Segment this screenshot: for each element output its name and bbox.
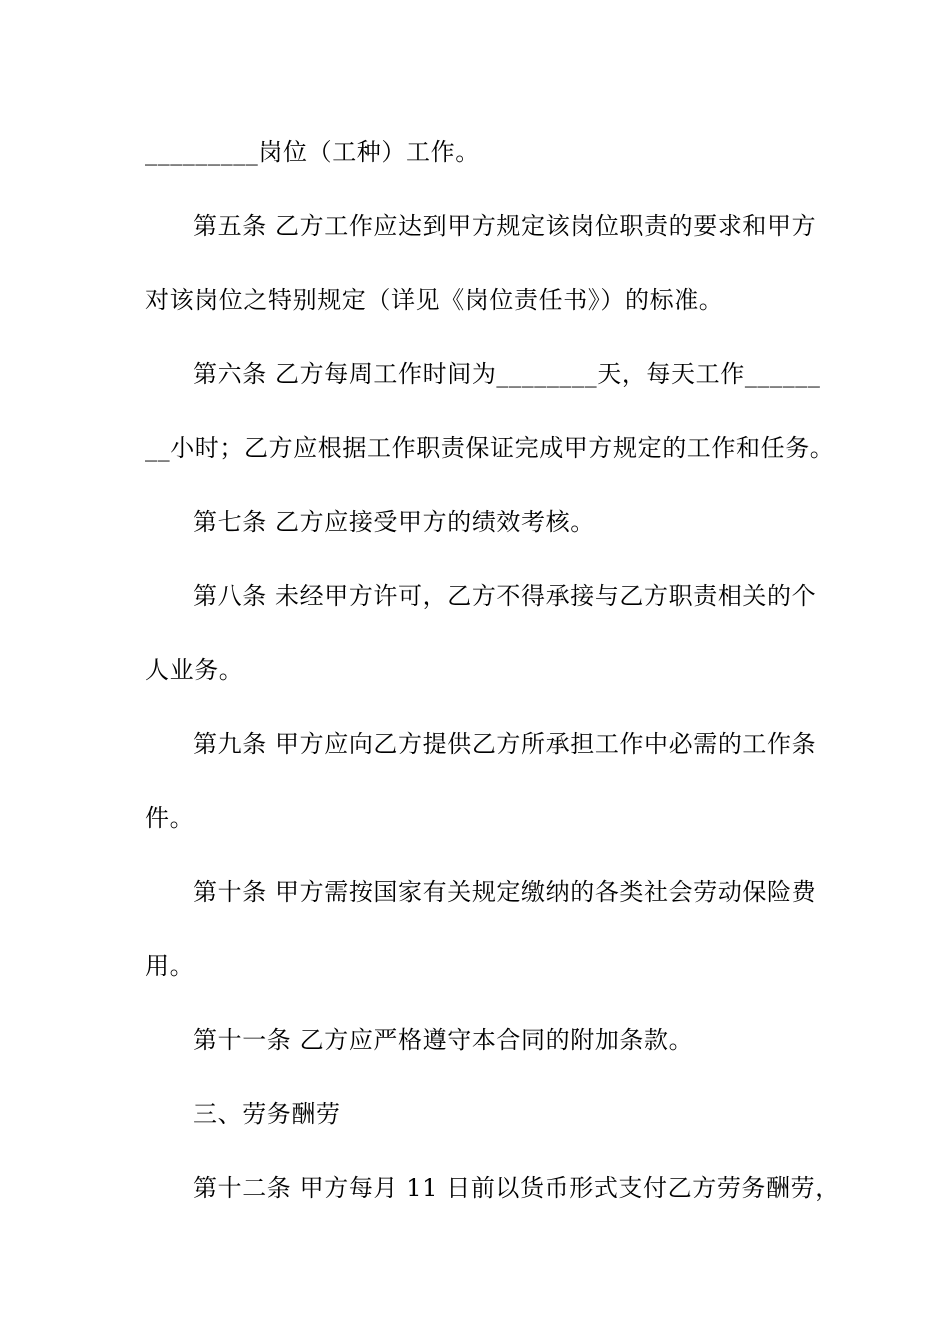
clause-6-line-1: 第六条 乙方每周工作时间为________天，每天工作______ — [193, 360, 821, 388]
clause-8-line-2: 人业务。 — [145, 656, 244, 684]
clause-12-line-1: 第十二条 甲方每月 11 日前以货币形式支付乙方劳务酬劳， — [193, 1174, 840, 1202]
clause-9-line-2: 件。 — [145, 804, 195, 832]
clause-10-line-2: 用。 — [145, 952, 195, 980]
text-line-job-position: _________岗位（工种）工作。 — [145, 138, 480, 166]
clause-7-line: 第七条 乙方应接受甲方的绩效考核。 — [193, 508, 595, 536]
clause-9-line-1: 第九条 甲方应向乙方提供乙方所承担工作中必需的工作条 — [193, 730, 817, 758]
clause-5-line-1: 第五条 乙方工作应达到甲方规定该岗位职责的要求和甲方 — [193, 212, 817, 240]
clause-10-line-1: 第十条 甲方需按国家有关规定缴纳的各类社会劳动保险费 — [193, 878, 817, 906]
clause-11-line: 第十一条 乙方应严格遵守本合同的附加条款。 — [193, 1026, 694, 1054]
clause-6-line-2: __小时；乙方应根据工作职责保证完成甲方规定的工作和任务。 — [145, 434, 835, 462]
clause-8-line-1: 第八条 未经甲方许可，乙方不得承接与乙方职责相关的个 — [193, 582, 817, 610]
section-3-heading: 三、劳务酬劳 — [193, 1100, 341, 1128]
clause-5-line-2: 对该岗位之特别规定（详见《岗位责任书》）的标准。 — [145, 286, 724, 314]
